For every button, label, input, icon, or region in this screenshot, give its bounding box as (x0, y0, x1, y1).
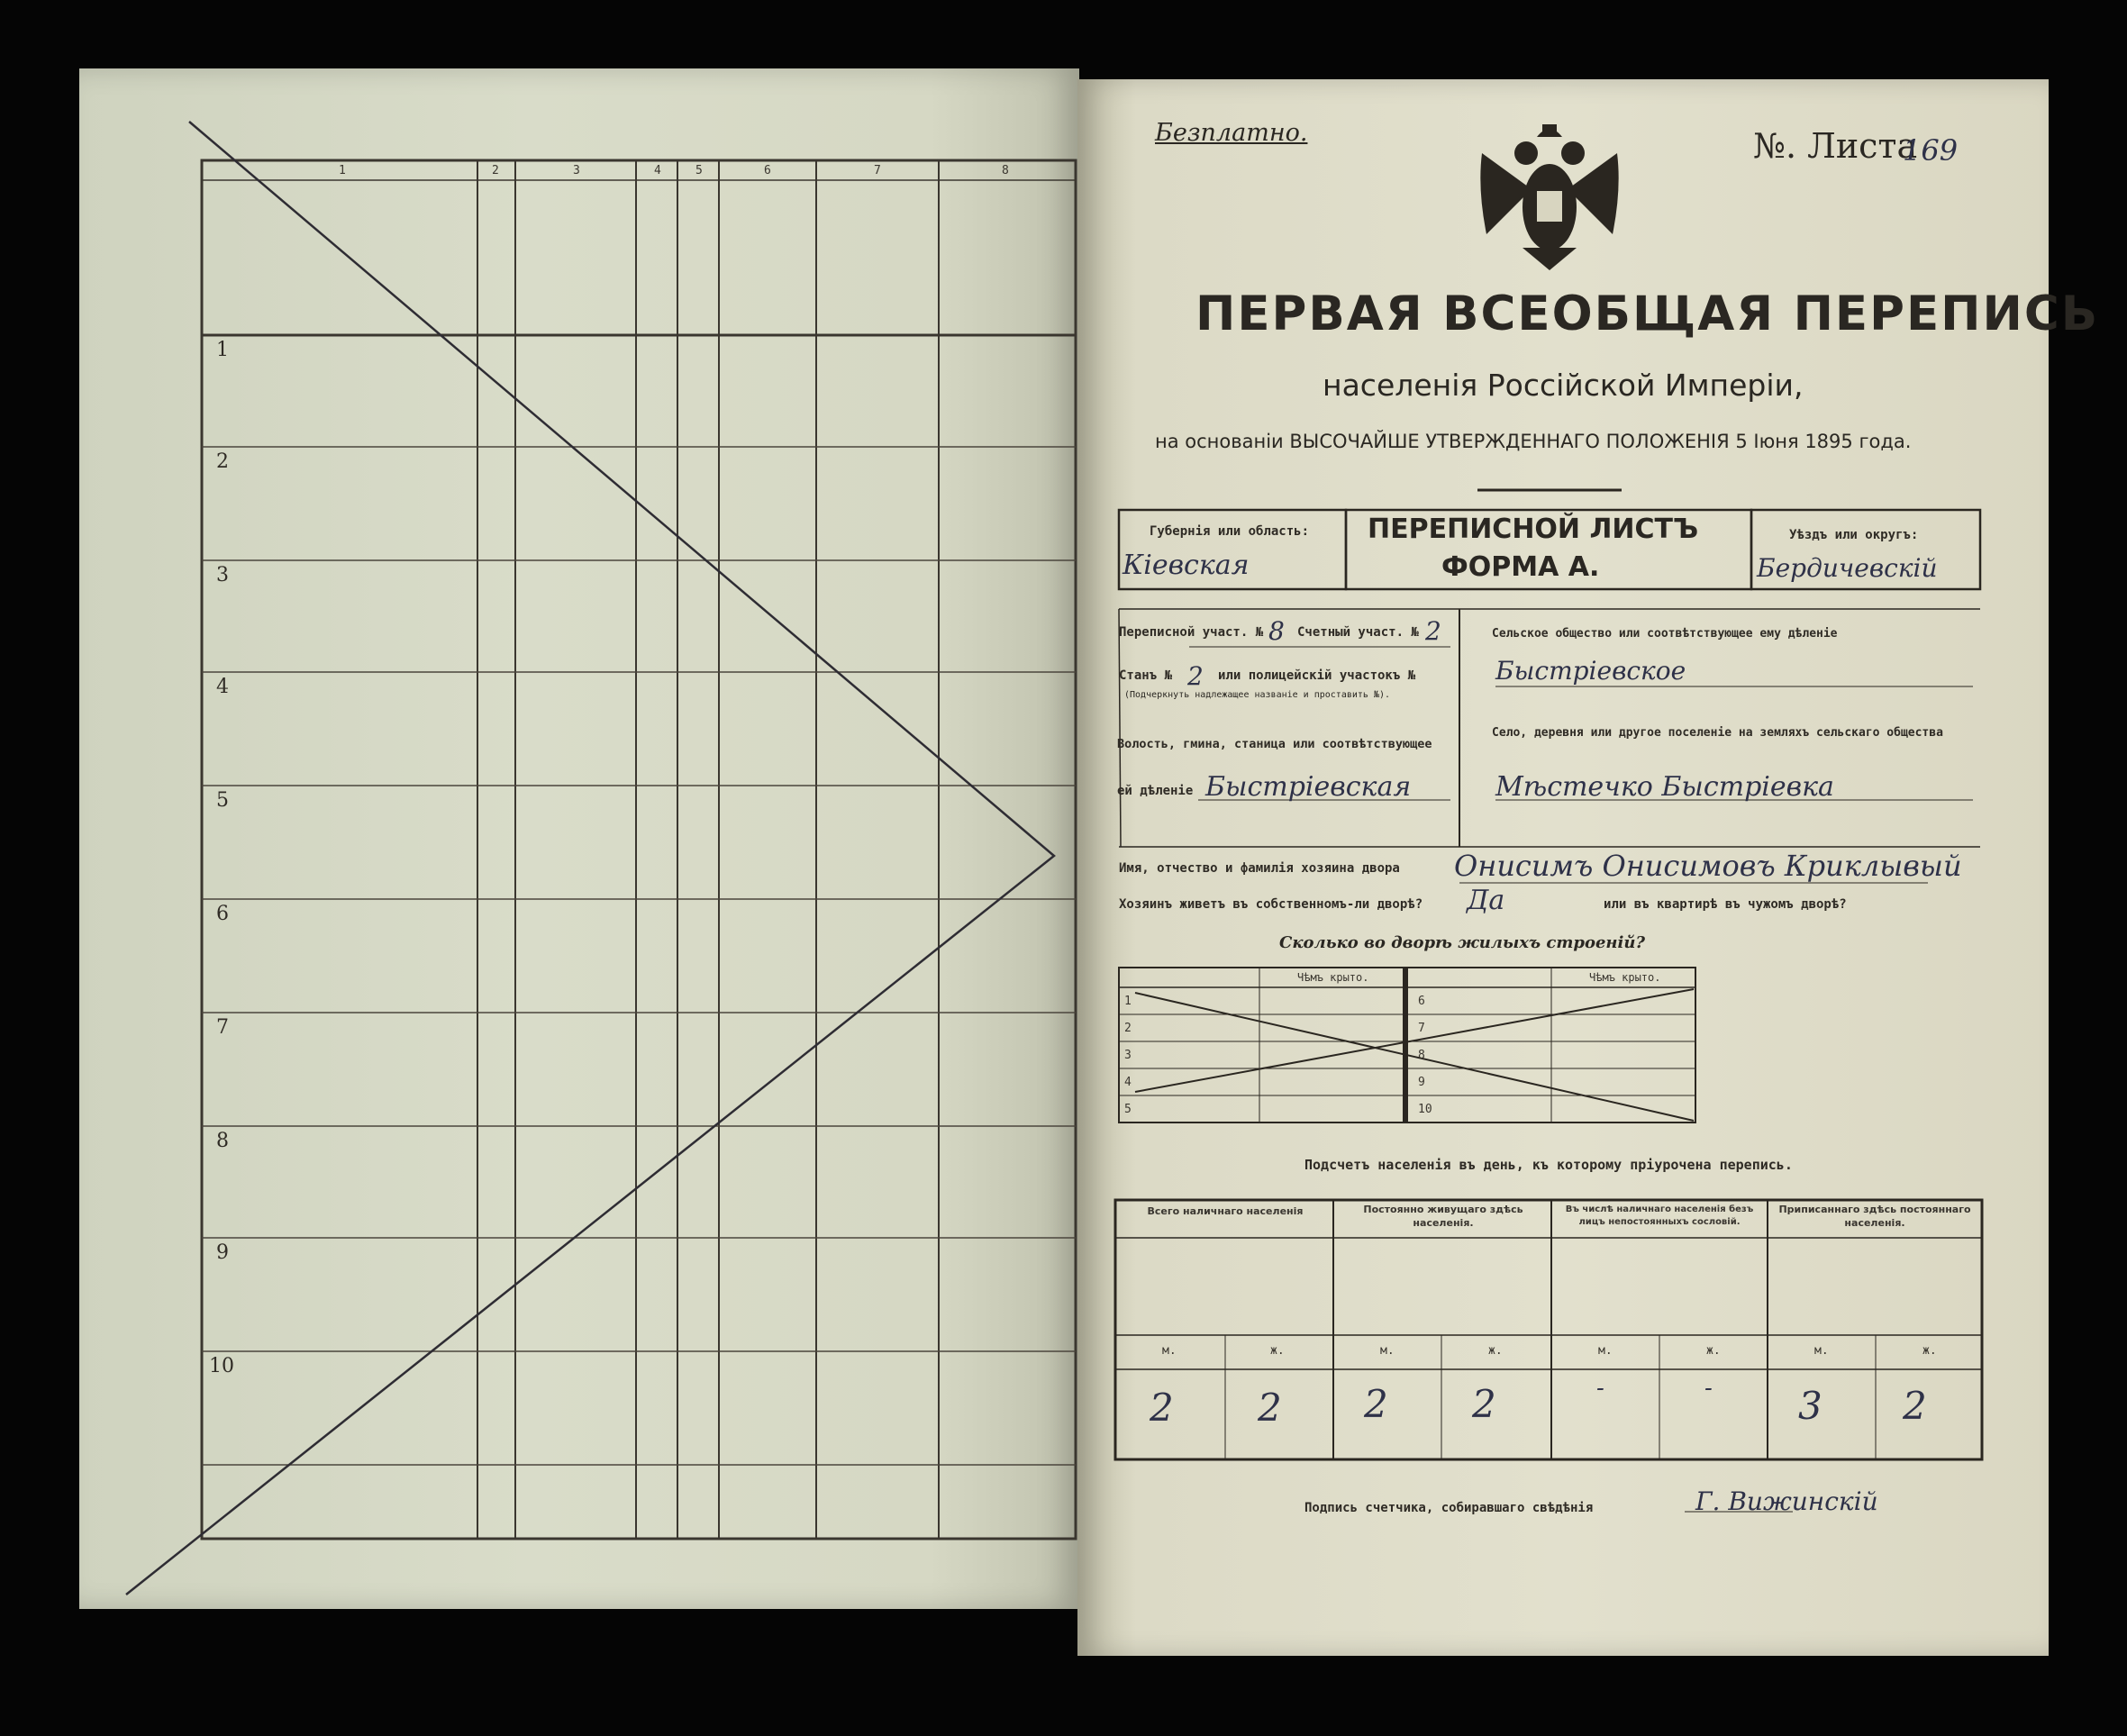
building-row-number: 6 (1418, 995, 1425, 1008)
count-sex-label: м. (1380, 1344, 1395, 1358)
count-sex-label: ж. (1270, 1344, 1285, 1358)
row-number: 10 (209, 1355, 234, 1377)
col-number: 5 (695, 164, 703, 177)
row-number: 7 (216, 1016, 229, 1039)
count-sex-label: ж. (1922, 1344, 1937, 1358)
buildings-roof-header: Чѣмъ крыто. (1297, 971, 1369, 984)
lives-rest-label: или въ квартирѣ въ чужомъ дворѣ? (1604, 897, 1847, 912)
col-number: 8 (1002, 164, 1009, 177)
building-row-number: 1 (1124, 995, 1132, 1008)
stan-rest-label: или полицейскій участокъ № (1218, 668, 1416, 683)
selo-value: Мѣстечко Быстріевка (1495, 771, 1834, 803)
building-row-number: 5 (1124, 1103, 1132, 1116)
owner-label: Имя, отчество и фамилія хозяина двора (1119, 861, 1400, 876)
form-title: ПЕРЕПИСНОЙ ЛИСТЪ (1368, 514, 1699, 545)
form-subtitle: ФОРМА А. (1441, 551, 1600, 583)
uezd-value: Бердичевскій (1757, 553, 1938, 583)
row-number: 4 (216, 676, 229, 698)
owner-value: Онисимъ Онисимовъ Криклывый (1454, 849, 1962, 883)
volost-label-2: ей дѣленіе (1117, 784, 1194, 798)
row-number: 2 (216, 450, 229, 473)
stan-value: 2 (1187, 661, 1204, 691)
lives-label: Хозяинъ живетъ въ собственномъ-ли дворѣ? (1119, 897, 1423, 912)
uezd-label: Уѣздъ или округъ: (1789, 528, 1919, 542)
underline-note: (Подчеркнуть надлежащее названіе и проставить №). (1124, 690, 1391, 700)
selskoe-value: Быстріевское (1495, 656, 1686, 686)
col-number: 1 (339, 164, 346, 177)
volost-value: Быстріевская (1205, 771, 1412, 803)
building-row-number: 8 (1418, 1049, 1425, 1062)
signature-value: Г. Вижинскій (1695, 1486, 1878, 1516)
count-header: Постоянно живущаго здѣсь населенія. (1363, 1204, 1523, 1229)
building-row-number: 7 (1418, 1022, 1425, 1035)
buildings-question: Сколько во дворѣ жилыхъ строеній? (1279, 933, 1646, 952)
count-value: 2 (1150, 1386, 1174, 1430)
count-sex-label: м. (1162, 1344, 1177, 1358)
col-number: 3 (573, 164, 580, 177)
buildings-roof-header: Чѣмъ крыто. (1589, 971, 1661, 984)
sheet-number-label: №. Листа (1753, 126, 1918, 166)
schetny-uchast-value: 2 (1425, 616, 1441, 646)
count-header: Приписаннаго здѣсь постояннаго населенія. (1778, 1204, 1971, 1229)
count-value: 2 (1258, 1386, 1282, 1430)
building-row-number: 3 (1124, 1049, 1132, 1062)
col-number: 4 (654, 164, 661, 177)
building-row-number: 2 (1124, 1022, 1132, 1035)
row-number: 3 (216, 564, 229, 586)
count-sex-label: ж. (1488, 1344, 1503, 1358)
gubernia-label: Губернія или область: (1150, 524, 1310, 539)
col-number: 2 (492, 164, 499, 177)
col-number: 6 (764, 164, 771, 177)
volost-label: Волость, гмина, станица или соотвѣтствующее (1117, 737, 1432, 751)
row-number: 8 (216, 1130, 229, 1152)
count-title: Подсчетъ населенія въ день, къ которому пріурочена перепись. (1304, 1157, 1793, 1173)
perepis-uchast-value: 8 (1268, 616, 1285, 646)
perepis-uchast-label: Переписной участ. № (1119, 625, 1264, 640)
selskoe-label: Сельское общество или соотвѣтствующее ему дѣленіе (1492, 627, 1838, 641)
count-sex-label: ж. (1706, 1344, 1721, 1358)
count-value: - (1704, 1375, 1713, 1402)
count-header: Всего наличнаго населенія (1147, 1205, 1304, 1217)
signature-label: Подпись счетчика, собиравшаго свѣдѣнія (1304, 1501, 1594, 1515)
count-value: 3 (1798, 1384, 1822, 1428)
row-number: 6 (216, 903, 229, 925)
count-sex-label: м. (1814, 1344, 1829, 1358)
count-value: 2 (1903, 1384, 1927, 1428)
schetny-uchast-label: Счетный участ. № (1297, 625, 1419, 640)
selo-label: Село, деревня или другое поселеніе на земляхъ сельскаго общества (1492, 726, 1943, 740)
row-number: 9 (216, 1241, 229, 1264)
building-row-number: 10 (1418, 1103, 1432, 1116)
free-label: Безплатно. (1155, 119, 1308, 147)
row-number: 5 (216, 789, 229, 812)
count-value: - (1596, 1375, 1604, 1402)
census-title: ПЕРВАЯ ВСЕОБЩАЯ ПЕРЕПИСЬ (1195, 286, 2100, 341)
building-row-number: 4 (1124, 1076, 1132, 1089)
row-number: 1 (216, 339, 229, 361)
count-value: 2 (1472, 1382, 1496, 1426)
count-value: 2 (1364, 1382, 1388, 1426)
count-sex-label: м. (1598, 1344, 1613, 1358)
census-subtitle: населенія Россійской Имперіи, (1323, 368, 1804, 403)
count-header: Въ числѣ наличнаго населенія безъ лицъ непостоянныхъ сословій. (1565, 1204, 1754, 1227)
basis-line: на основаніи ВЫСОЧАЙШЕ УТВЕРЖДЕННАГО ПОЛОЖЕНІЯ 5 Іюня 1895 года. (1155, 431, 1912, 452)
col-number: 7 (874, 164, 881, 177)
gubernia-value: Кіевская (1123, 550, 1250, 581)
stan-label: Станъ № (1119, 668, 1173, 683)
lives-value: Да (1467, 885, 1505, 916)
building-row-number: 9 (1418, 1076, 1425, 1089)
sheet-number-value: 169 (1903, 133, 1959, 168)
